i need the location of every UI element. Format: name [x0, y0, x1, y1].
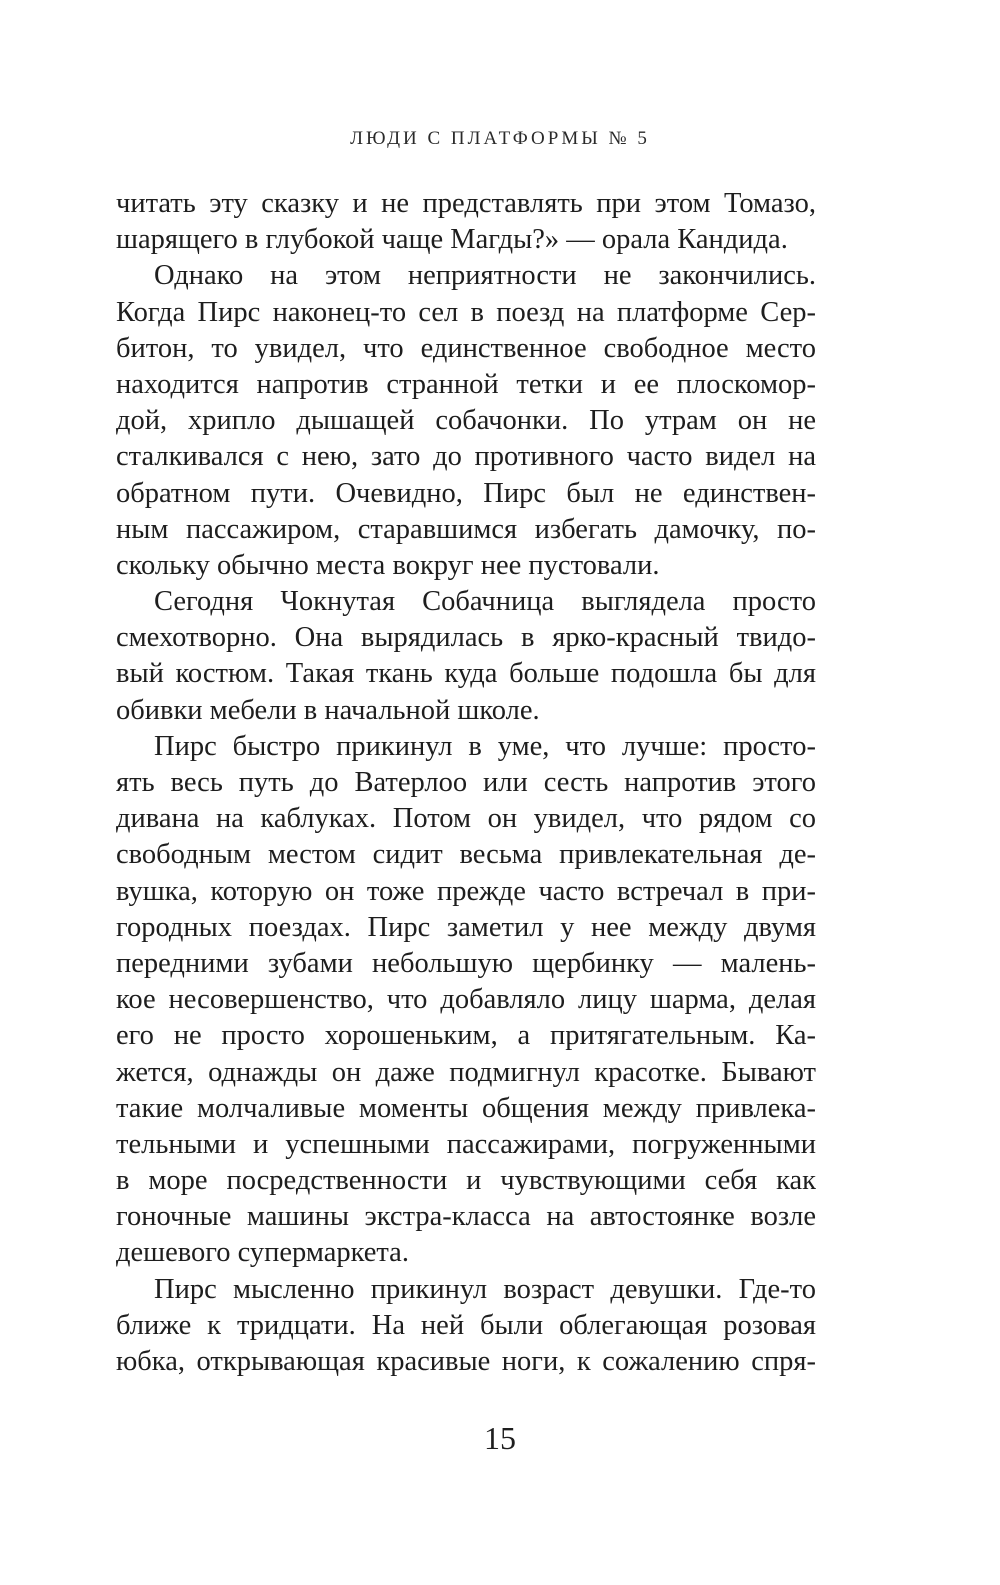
- text-line: такие молчаливые моменты общения между привлека-: [116, 1092, 816, 1124]
- text-line: вушка, которую он тоже прежде часто встречал в при-: [116, 875, 816, 907]
- text-line: его не просто хорошеньким, а притягательным. Ка-: [116, 1020, 816, 1052]
- text-line: вый костюм. Такая ткань куда больше подошла бы для: [116, 658, 816, 690]
- text-line: юбка, открывающая красивые ноги, к сожалению спря-: [116, 1346, 816, 1377]
- text-line: ным пассажиром, старавшимся избегать дамочку, по-: [116, 513, 816, 545]
- running-header: ЛЮДИ С ПЛАТФОРМЫ № 5: [350, 128, 650, 149]
- text-line: скольку обычно места вокруг нее пустовали.: [116, 549, 660, 581]
- text-line: Сегодня Чокнутая Собачница выглядела просто: [154, 586, 816, 618]
- text-line: передними зубами небольшую щербинку — малень-: [116, 947, 816, 979]
- text-line: находится напротив странной тетки и ее плоскомор-: [116, 368, 816, 400]
- text-line: в море посредственности и чувствующими себя как: [116, 1165, 816, 1197]
- text-line: гоночные машины экстра-класса на автостоянке возле: [116, 1201, 816, 1233]
- text-line: битон, то увидел, что единственное свободное место: [116, 332, 816, 364]
- text-line: дешевого супермаркета.: [116, 1237, 409, 1269]
- text-line: дивана на каблуках. Потом он увидел, что рядом со: [116, 803, 816, 835]
- text-line: ять весь путь до Ватерлоо или сесть напротив этого: [116, 767, 816, 798]
- text-line: Пирс мысленно прикинул возраст девушки. Где-то: [154, 1273, 816, 1305]
- text-line: Однако на этом неприятности не закончились.: [154, 260, 816, 292]
- text-line: Когда Пирс наконец-то сел в поезд на платформе Сер-: [116, 296, 816, 328]
- text-line: кое несовершенство, что добавляло лицу шарма, делая: [116, 984, 816, 1016]
- text-line: тельными и успешными пассажирами, погруженными: [116, 1128, 816, 1160]
- text-line: шарящего в глубокой чаще Магды?» — орала Кандида.: [116, 224, 788, 256]
- text-line: читать эту сказку и не представлять при этом Томазо,: [116, 188, 816, 219]
- page-number: 15: [484, 1420, 516, 1456]
- text-line: обратном пути. Очевидно, Пирс был не единствен-: [116, 477, 816, 509]
- text-line: смехотворно. Она вырядилась в ярко-красный твидо-: [116, 622, 816, 654]
- text-line: дой, хрипло дышащей собачонки. По утрам он не: [116, 405, 816, 437]
- text-line: свободным местом сидит весьма привлекательная де-: [116, 839, 816, 871]
- text-line: Пирс быстро прикинул в уме, что лучше: просто-: [154, 730, 816, 762]
- body-text: [116, 186, 816, 1380]
- text-line: сталкивался с нею, зато до противного часто видел на: [116, 441, 816, 473]
- text-line: городных поездах. Пирс заметил у нее между двумя: [116, 911, 816, 943]
- text-line: жется, однажды он даже подмигнул красотке. Бывают: [116, 1056, 816, 1088]
- text-line: обивки мебели в начальной школе.: [116, 694, 540, 726]
- text-line: ближе к тридцати. На ней были облегающая розовая: [116, 1309, 816, 1341]
